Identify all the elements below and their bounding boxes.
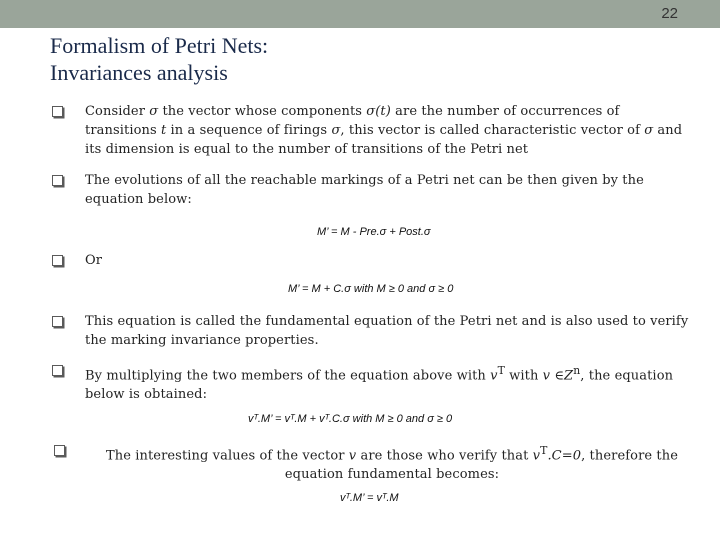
checkbox-bullet-icon — [52, 106, 63, 117]
slide-number: 22 — [661, 5, 678, 22]
checkbox-bullet-icon — [52, 365, 63, 376]
top-bar — [0, 0, 720, 28]
equation-1: M’ = M - Pre.σ + Post.σ — [317, 226, 431, 238]
slide-title-line2: Invariances analysis — [50, 60, 228, 85]
bullet-1 — [52, 102, 692, 159]
equation-4: vᵀ.M’ = vᵀ.M — [340, 492, 399, 504]
bullet-1-text: Consider σ the vector whose components σ(t) are the number of occurrences of transitions t in a sequence of firings σ, this vector is called characteristic vector of σ and its dimension is equal to the number of transitions of the Petri net — [85, 104, 683, 157]
checkbox-bullet-icon — [52, 175, 63, 186]
bullet-4-text: This equation is called the fundamental equation of the Petri net and is also used to verify the marking invariance properties. — [85, 314, 689, 348]
bullet-4 — [52, 312, 692, 350]
bullet-3 — [52, 251, 692, 270]
bullet-2-text: The evolutions of all the reachable markings of a Petri net can be then given by the equation below: — [85, 173, 644, 207]
bullet-6-text: The interesting values of the vector v are those who verify that $v^T.C=0$, therefore the equation fundamental becomes: — [105, 444, 679, 483]
bullet-2 — [52, 171, 692, 209]
equation-2: M’ = M + C.σ with M ≥ 0 and σ ≥ 0 — [288, 283, 454, 295]
checkbox-bullet-icon — [52, 316, 63, 327]
equation-3: vᵀ.M’ = vᵀ.M + vᵀ.C.σ with M ≥ 0 and σ ≥ 0 — [248, 413, 453, 425]
checkbox-bullet-icon — [54, 445, 65, 456]
bullet-5 — [52, 361, 692, 404]
bullet-5-text: By multiplying the two members of the equation above with $v^T$ with v $\in Z^n$, the equation below is obtained: — [85, 364, 674, 403]
slide-title — [50, 32, 268, 86]
bullet-3-text: Or — [85, 253, 103, 268]
bullet-6 — [54, 441, 694, 484]
slide-title-line1: Formalism of Petri Nets: — [50, 33, 269, 58]
checkbox-bullet-icon — [52, 255, 63, 266]
